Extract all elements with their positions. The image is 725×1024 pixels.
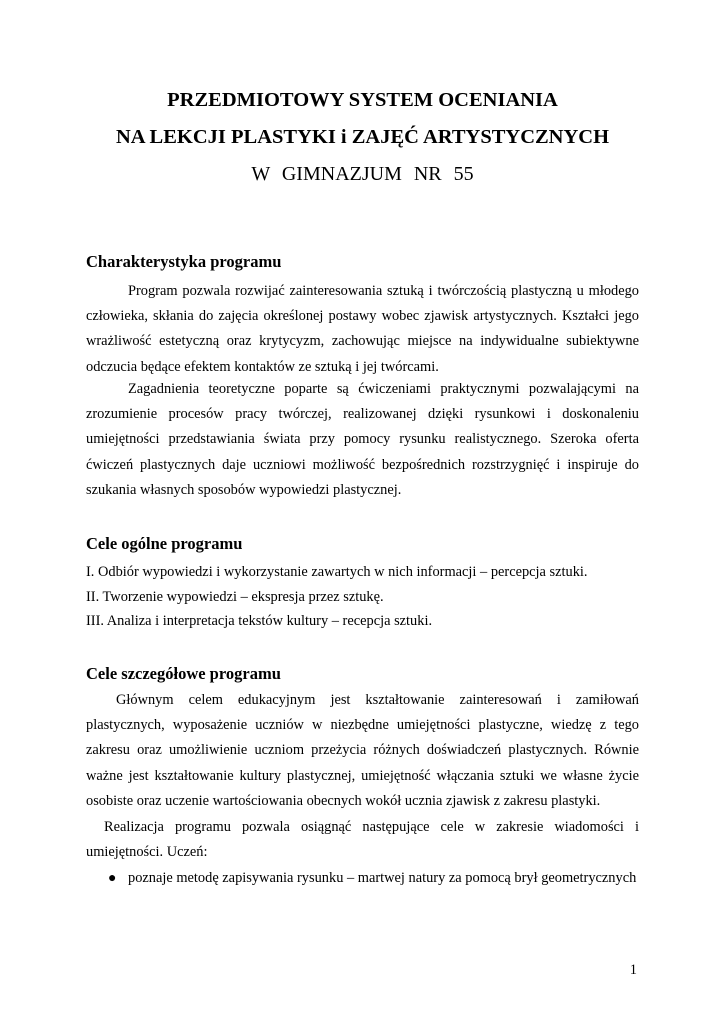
title-line-3: W GIMNAZJUM NR 55: [251, 163, 474, 185]
title-line-1: PRZEDMIOTOWY SYSTEM OCENIANIA: [167, 89, 558, 111]
section-heading-characteristics: Charakterystyka programu: [86, 252, 282, 271]
characteristics-paragraph-1: Program pozwala rozwijać zainteresowania sztuką i twórczością plastyczną u młodego człowieka, skłania do zajęcia określonej postawy wobec zjawisk artystycznych. Kształci jego wrażliwość estetyczną oraz krytycyzm, zachowując miejsce na indywidualne subiektywne odczucia będące efektem kontaktów ze sztuką i jej twórcami.: [86, 283, 639, 375]
title-line-2: NA LEKCJI PLASTYKI i ZAJĘĆ ARTYSTYCZNYCH: [115, 126, 610, 148]
section-heading-detailed-goals: Cele szczegółowe programu: [86, 664, 281, 683]
general-goals-list: [86, 560, 639, 634]
detailed-goals-paragraph-1: Głównym celem edukacyjnym jest kształtowanie zainteresowań i zamiłowań plastycznych, wyposażenie uczniów w niezbędne umiejętności plastyczne, wiedzę z tego zakresu oraz umożliwienie uczniom przeżycia różnych doświadczeń plastycznych. Równie ważne jest kształtowanie kultury plastycznej, umiejętność włączania sztuki we własne życie osobiste oraz uczenie wartościowania obecnych wokół ucznia zjawisk z zakresu plastyki.: [86, 692, 639, 809]
characteristics-paragraph-2: Zagadnienia teoretyczne poparte są ćwiczeniami praktycznymi pozwalającymi na zrozumienie procesów pracy twórczej, realizowanej dzięki rysunkowi i doskonaleniu umiejętności przedstawiania świata przy pomocy rysunku realistycznego. Szeroka oferta ćwiczeń plastycznych daje uczniowi możliwość bezpośrednich rozstrzygnięć i inspiruje do szukania własnych sposobów wypowiedzi plastycznej.: [86, 381, 639, 498]
bullet-item: [86, 866, 639, 891]
page-number: 1: [629, 962, 637, 978]
bullet-dot-icon: ●: [108, 871, 117, 886]
general-goal-item: I. Odbiór wypowiedzi i wykorzystanie zawartych w nich informacji – percepcja sztuki.: [86, 564, 588, 580]
bullet-item-text: poznaje metodę zapisywania rysunku – martwej natury za pomocą brył geometrycznych: [128, 870, 637, 886]
general-goal-item: II. Tworzenie wypowiedzi – ekspresja przez sztukę.: [86, 588, 384, 605]
section-heading-general-goals: Cele ogólne programu: [86, 534, 243, 553]
general-goal-item: III. Analiza i interpretacja tekstów kultury – recepcja sztuki.: [86, 613, 433, 629]
detailed-goals-bullet-list: [86, 866, 639, 891]
detailed-goals-paragraph-2: Realizacja programu pozwala osiągnąć następujące cele w zakresie wiadomości i umiejętności. Uczeń:: [86, 819, 639, 861]
